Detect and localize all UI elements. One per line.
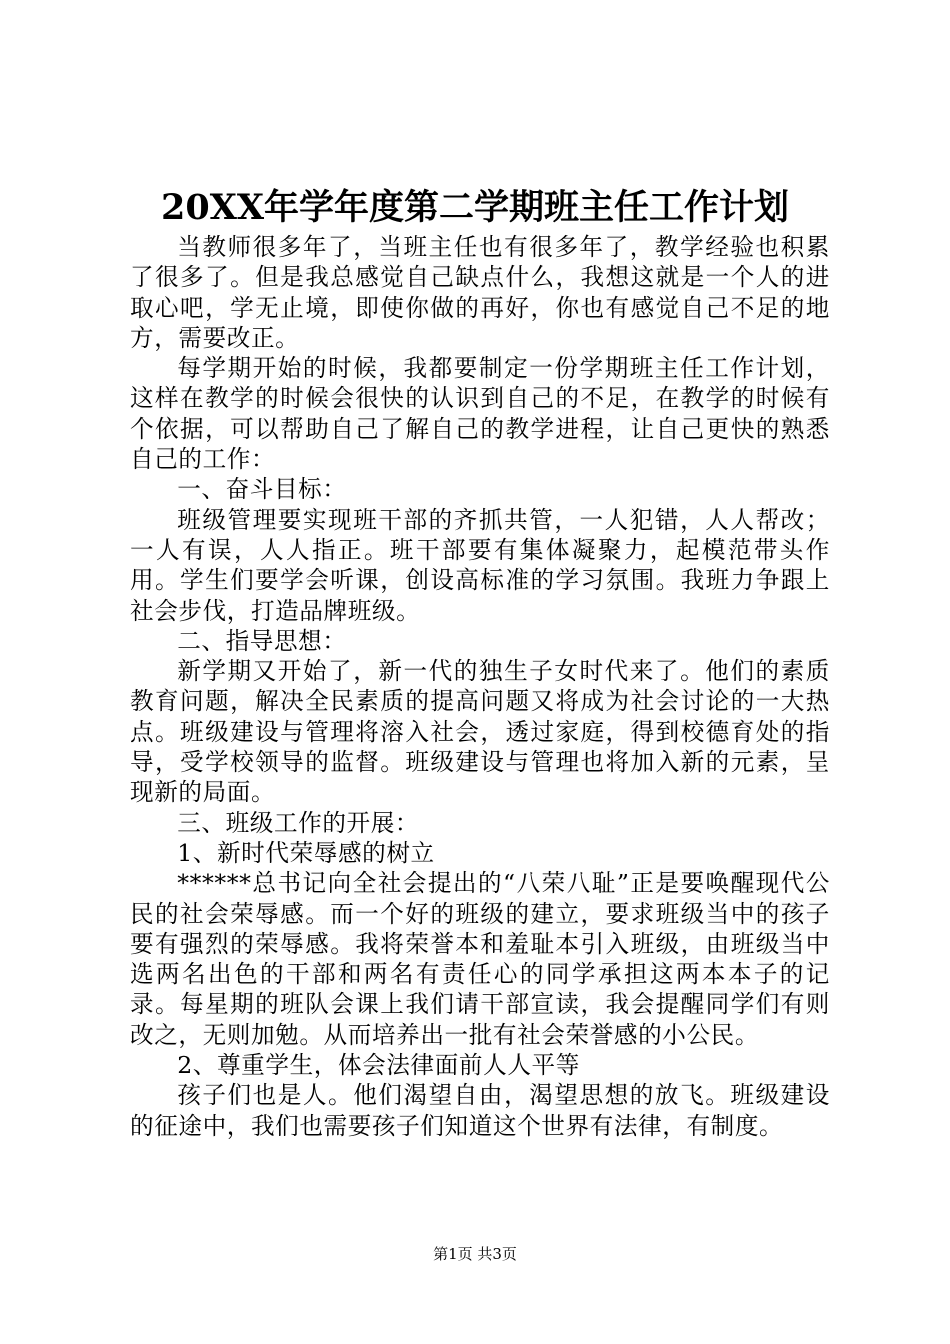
section-heading: 二、指导思想： [177,626,347,655]
subsection-heading: 1、新时代荣辱感的树立 [177,838,435,867]
paragraph: 孩子们也是人。他们渴望自由，渴望思想的放飞。班级建设的征途中，我们也需要孩子们知道这个世界有法律，有制度。 [130,1081,830,1140]
paragraph: ******总书记向全社会提出的“八荣八耻”正是要唤醒现代公民的社会荣辱感。而一个好的班级的建立，要求班级当中的孩子要有强烈的荣辱感。我将荣誉本和羞耻本引入班级，由班级当中选两名出色的干部和两名有责任心的同学承担这两本本子的记录。每星期的班队会课上我们请干部宣读，我会提醒同学们有则改之，无则加勉。从而培养出一批有社会荣誉感的小公民。 [130,869,830,1049]
page-footer: 第1页 共3页 [433,1245,517,1263]
section-heading: 三、班级工作的开展： [177,808,420,837]
section-heading: 一、奋斗目标： [177,475,347,504]
document-title: 20XX年学年度第二学期班主任工作计划 [160,187,790,228]
document-body [130,232,830,1141]
paragraph: 班级管理要实现班干部的齐抓共管，一人犯错，人人帮改；一人有误，人人指正。班干部要有集体凝聚力，起模范带头作用。学生们要学会听课，创设高标准的学习氛围。我班力争跟上社会步伐，打造品牌班级。 [130,505,830,625]
paragraph: 每学期开始的时候，我都要制定一份学期班主任工作计划，这样在教学的时候会很快的认识到自己的不足，在教学的时候有个依据，可以帮助自己了解自己的教学进程，让自己更快的熟悉自己的工作： [130,354,830,474]
paragraph: 新学期又开始了，新一代的独生子女时代来了。他们的素质教育问题，解决全民素质的提高问题又将成为社会讨论的一大热点。班级建设与管理将溶入社会，透过家庭，得到校德育处的指导，受学校领导的监督。班级建设与管理也将加入新的元素，呈现新的局面。 [130,657,830,807]
subsection-heading: 2、尊重学生，体会法律面前人人平等 [177,1051,580,1080]
paragraph: 当教师很多年了，当班主任也有很多年了，教学经验也积累了很多了。但是我总感觉自己缺点什么，我想这就是一个人的进取心吧，学无止境，即使你做的再好，你也有感觉自己不足的地方，需要改正。 [130,233,830,352]
